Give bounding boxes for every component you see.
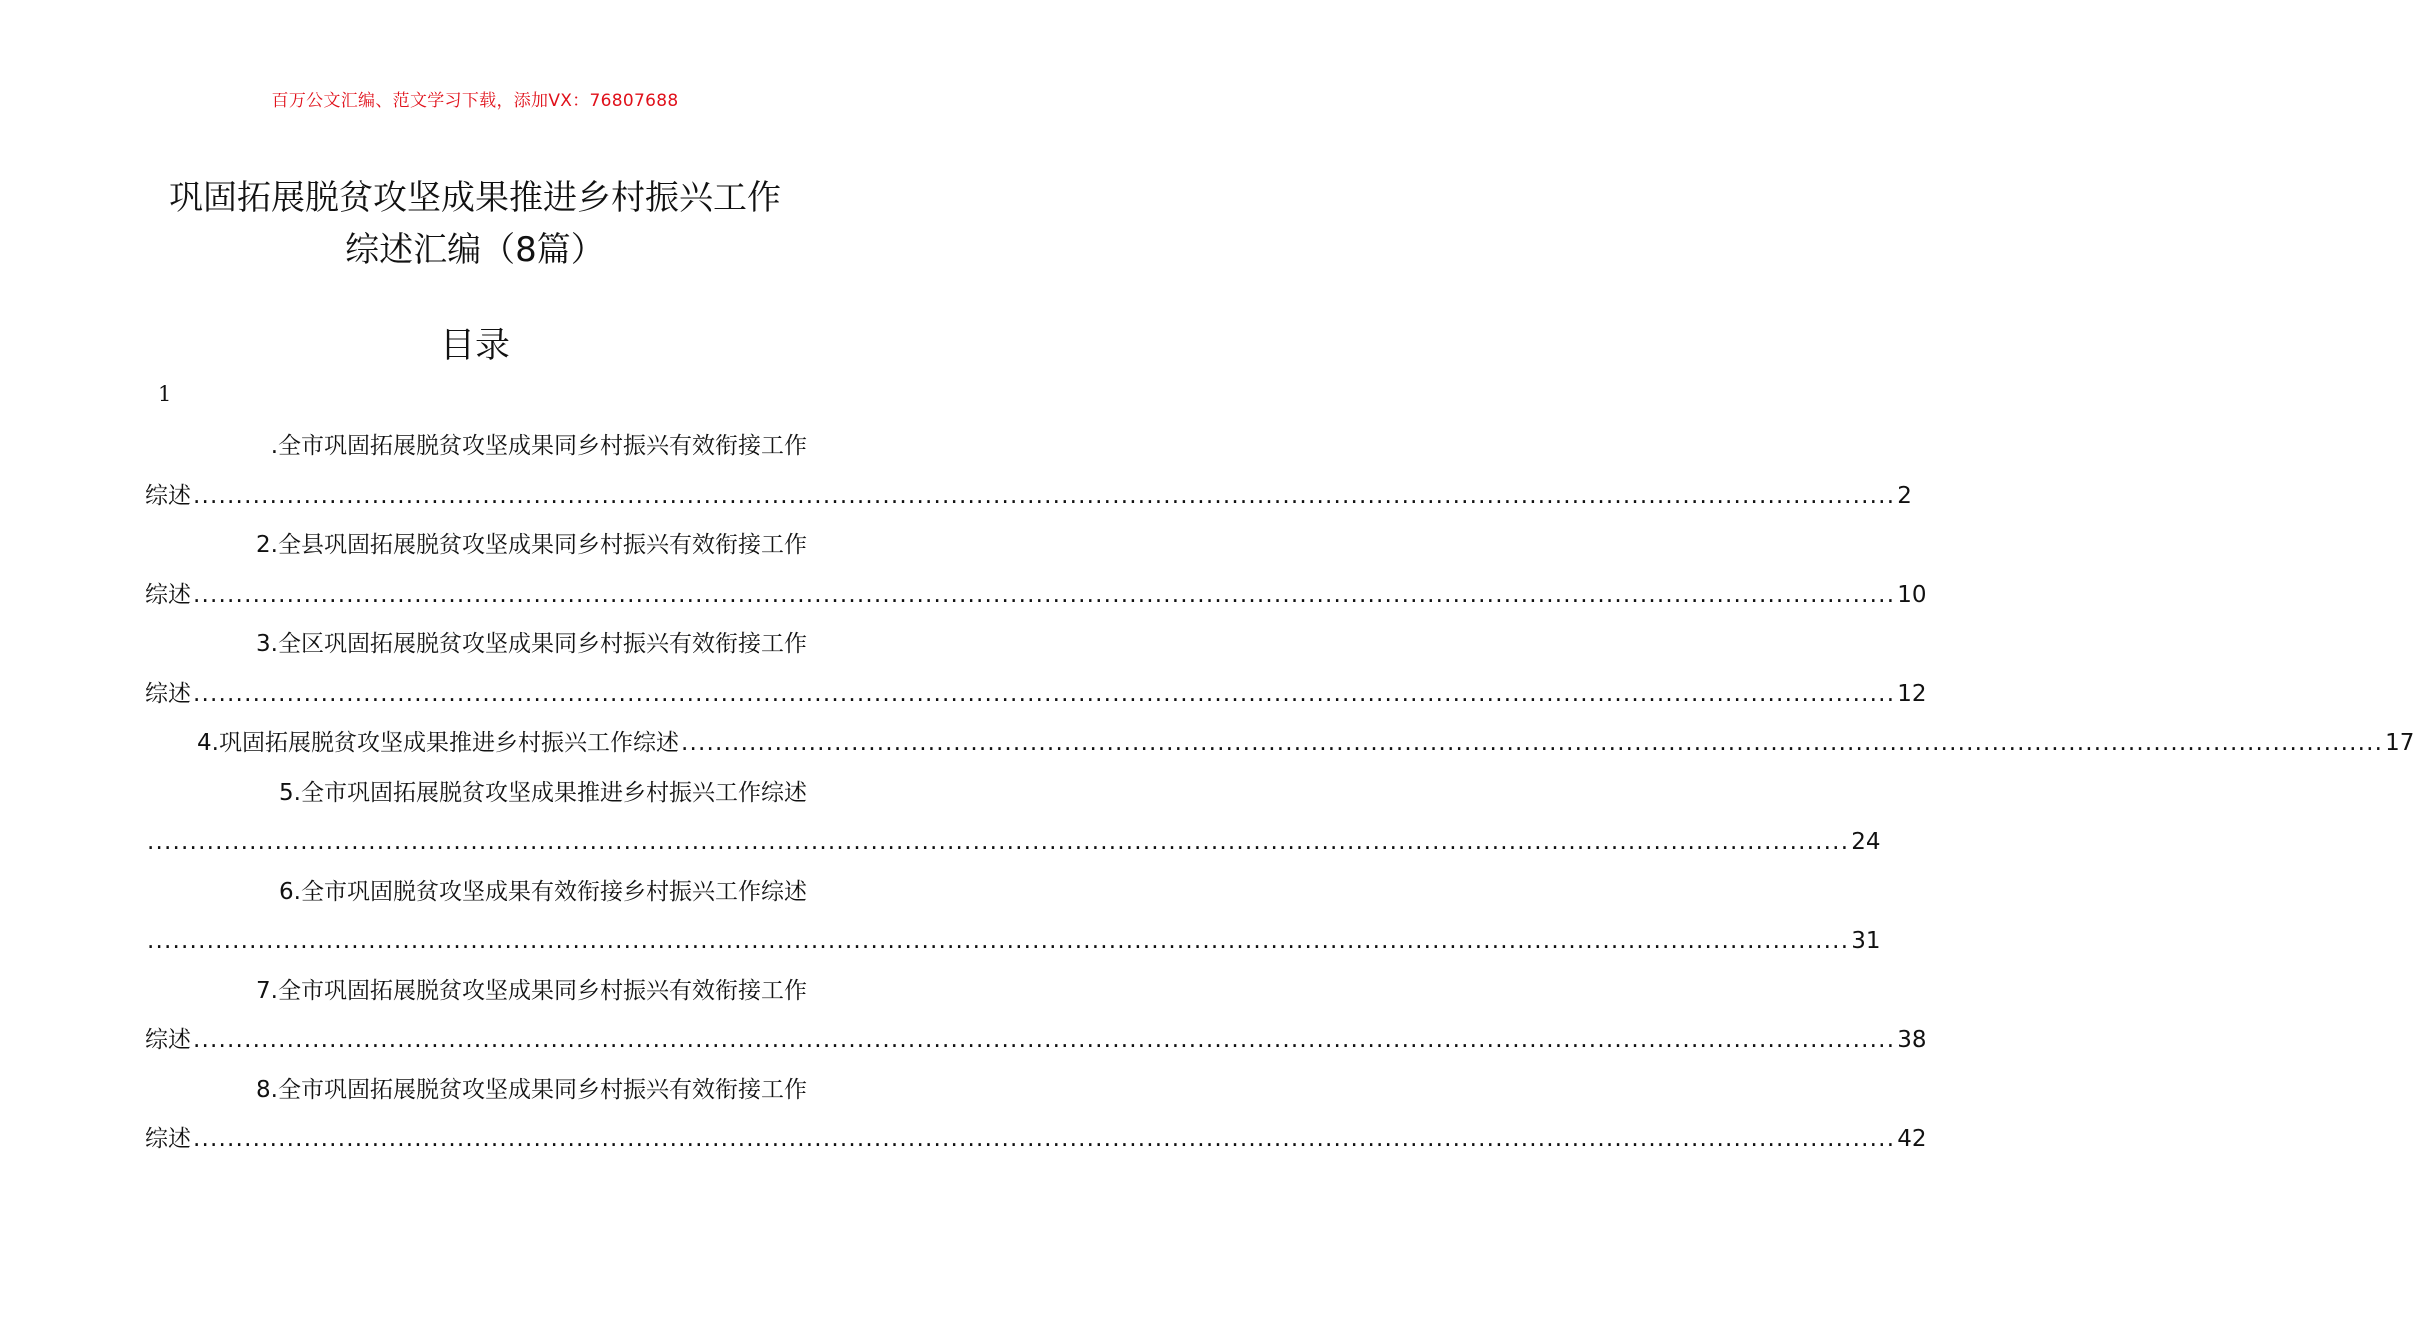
toc-entry-page: 42 [1897,1126,1927,1152]
toc-entry-page: 17 [2385,730,2414,756]
toc-entry-title-cont: 综述 [145,680,191,707]
toc-entry[interactable] [145,521,1927,620]
toc-entry-title-cont: 综述 [145,1126,191,1152]
toc-entry[interactable] [145,1066,1927,1165]
toc-entry-title: 5.全市巩固拓展脱贫攻坚成果推进乡村振兴工作综述 [279,779,807,806]
toc-leader-dots: ........................................................................................................................................................................................................ [193,680,1896,707]
toc-entry[interactable] [145,719,2414,769]
document-title-line-1: 巩固拓展脱贫攻坚成果推进乡村振兴工作 [169,178,781,218]
toc-leader-dots: ........................................................................................................................................................................................................ [193,1027,1896,1053]
toc-entry-page: 10 [1897,581,1927,608]
toc-leader-dots: ........................................................................................................................................................................................................ [193,1126,1896,1152]
toc-leader-dots: ........................................................................................................................................................................................................ [193,581,1896,608]
toc-entry-title-cont: 综述 [145,1027,191,1053]
toc-heading: 目录 [439,326,510,366]
toc-leader-dots: ........................................................................................................................................................................................................ [193,482,1896,509]
toc-entry-page: 24 [1851,829,1881,855]
toc-leader-dots: ........................................................................................................................................................................................................ [147,928,1850,954]
stray-number: 1 [158,382,172,406]
toc-entry-page: 31 [1851,928,1881,954]
document-title [60,172,890,276]
toc-entry-title: 3.全区巩固拓展脱贫攻坚成果同乡村振兴有效衔接工作 [256,631,807,657]
toc-leader-dots: ........................................................................................................................................................................................................ [680,730,2384,756]
toc-entry-title: 8.全市巩固拓展脱贫攻坚成果同乡村振兴有效衔接工作 [256,1076,807,1103]
document-title-line-2: 综述汇编（8篇） [345,230,605,270]
toc-entry-page: 2 [1897,482,1912,509]
toc-entry-title-cont: 综述 [145,482,191,509]
toc-entry-page: 38 [1897,1027,1927,1053]
toc-entry[interactable] [145,967,1927,1066]
table-of-contents [145,422,2414,1165]
toc-entry-title: 7.全市巩固拓展脱贫攻坚成果同乡村振兴有效衔接工作 [256,977,807,1004]
toc-leader-dots: ........................................................................................................................................................................................................ [147,829,1850,855]
toc-entry-title: 2.全县巩固拓展脱贫攻坚成果同乡村振兴有效衔接工作 [256,532,807,558]
header-watermark-note: 百万公文汇编、范文学习下载，添加VX：76807688 [271,91,679,111]
toc-entry-title: .全市巩固拓展脱贫攻坚成果同乡村振兴有效衔接工作 [270,433,807,459]
toc-entry[interactable] [145,422,1912,521]
toc-entry[interactable] [145,769,1881,868]
toc-entry[interactable] [145,620,1927,719]
toc-entry-title: 6.全市巩固脱贫攻坚成果有效衔接乡村振兴工作综述 [279,878,807,905]
toc-entry-title: 4.巩固拓展脱贫攻坚成果推进乡村振兴工作综述 [197,730,679,756]
toc-entry[interactable] [145,868,1881,967]
toc-entry-title-cont: 综述 [145,581,191,608]
toc-entry-page: 12 [1897,680,1927,707]
